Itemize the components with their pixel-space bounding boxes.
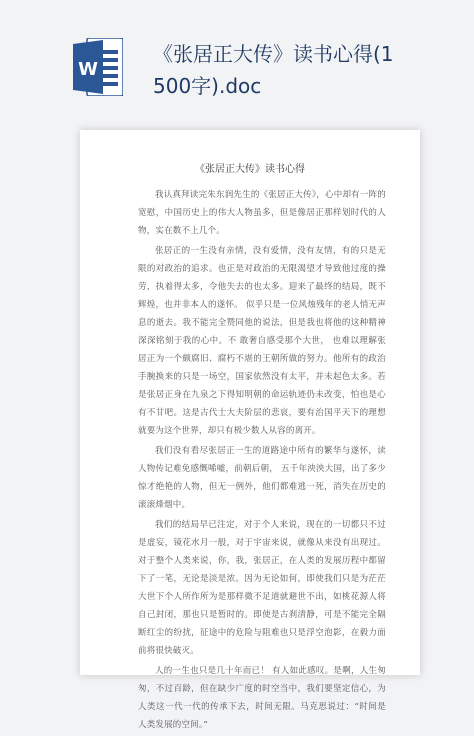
document-page-preview	[80, 130, 420, 730]
word-icon-letter: W	[78, 59, 98, 80]
paragraph: 我们没有看尽张居正一生的道路途中所有的繁华与遂怀，读人物传记难免感慨唏嘘，前朝后朝， 五千年泱泱大国，出了多少惊才绝艳的人物，但无一例外，他们都难逃一死，消失在历史的滚滚烽烟中。	[138, 446, 386, 510]
document-body	[138, 186, 386, 736]
document-title: 《张居正大传》读书心得	[195, 164, 305, 175]
paragraph: 张居正的一生没有亲情，没有爱情，没有友情，有的只是无限的对政治的追求。也正是对政治的无限渴望才导致他过度的操劳，执着得太多，令他失去的也太多。迎来了最终的结局，既不辉煌，也并非本人的遂怀。 似乎只是一位风烛残年的老人悄无声息的逝去。我不能完全赞同他的说法，但是我也将他的这种精神深深铭刻于我的心中。不 敢奢自感受那个大世， 也难以理解张居正为一个颇腐旧、腐朽不堪的王朝所做的努力。他所有的政治手腕换来的只是一场空，国家依然没有太平，并未起色太多。若是张居正身在九泉之下得知明朝的命运轨迹仍未改变，怕也是心有不甘吧。这是古代士大夫阶层的悲哀，要有治国平天下的理想就要为这个世界，却只有极少数人从容的离开。	[138, 246, 386, 436]
paragraph: 人的一生也只是几十年而已！ 有人如此感叹。是啊，人生匆匆，不过百龄，但在缺少广度的时空当中，我们要坚定信心，为人类这一代一代的传承下去，时间无限。马克思说过：“时间是人类发展的空间。”	[138, 666, 386, 730]
file-title[interactable]	[153, 38, 453, 102]
file-title-line-1: 《张居正大传》读书心得(1	[153, 42, 394, 66]
paragraph: 我认真拜读完朱东润先生的《张居正大传》，心中却有一阵的宽慰，中国历史上的伟大人物虽多，但是像居正那样划时代的人物，实在数不上几个。	[138, 190, 386, 236]
word-doc-icon	[73, 38, 123, 96]
file-title-line-2: 500字).doc	[153, 74, 262, 98]
file-header	[0, 0, 474, 112]
paragraph: 我们的结局早已注定，对于个人来说，现在的一切都只不过是虚妄，镜花水月一般，对于宇宙来说，就像从来没有出现过。对于整个人类来说，你，我，张居正，在人类的发展历程中都留下了一笔，无论是淡是浓。因为无论如何，即使我们只是为茫茫大世下个人所作所为是那样微不足道就避世不出，如桃花源人将自己封闭，那也只是暂时的。即使是古刹清静，可是不能完全隔断红尘的纷扰，征途中的危险与阻难也只是浮空泡影，在毅力面前将很快破灭。	[138, 520, 386, 656]
